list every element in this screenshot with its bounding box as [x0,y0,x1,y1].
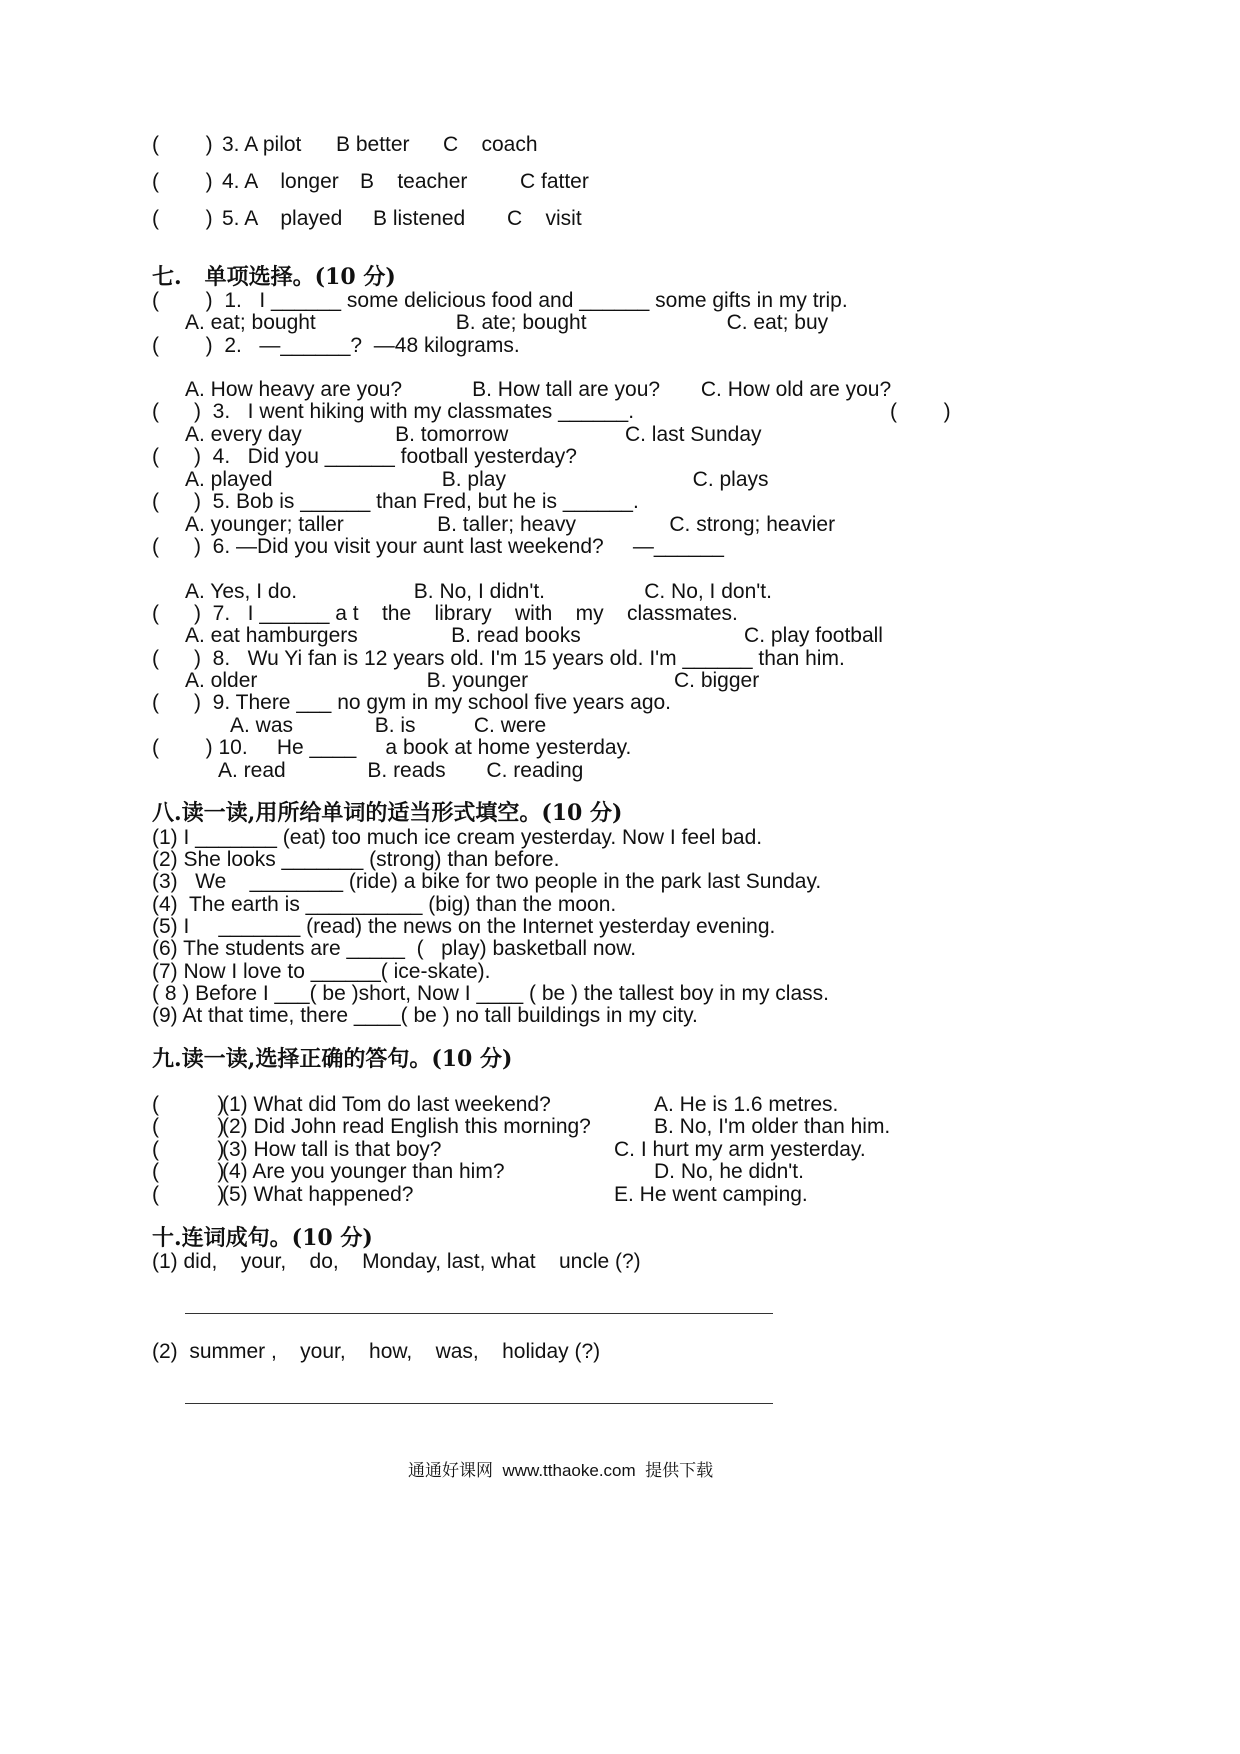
s7-q3-options: A. every day B. tomorrow C. last Sunday [185,423,762,446]
section-9-heading: 九.读一读,选择正确的答句。(10 分) [152,1046,513,1072]
s9-answer-a: A. He is 1.6 metres. [654,1093,839,1116]
item-4-option-a: 4. A longer [222,170,339,193]
item-4-option-c: C fatter [520,170,589,193]
s8-line-1: (1) I _______ (eat) too much ice cream yesterday. Now I feel bad. [152,826,763,849]
s9-question-2: (2) Did John read English this morning? [222,1115,591,1138]
s7-q7-options: A. eat hamburgers B. read books C. play football [185,624,883,647]
s7-q6-options: A. Yes, I do. B. No, I didn't. C. No, I don't. [185,580,772,603]
item-5-option-b: B listened [373,207,466,230]
s8-line-5: (5) I _______ (read) the news on the Internet yesterday evening. [152,915,776,938]
s8-line-9: (9) At that time, there ____( be ) no tall buildings in my city. [152,1004,698,1027]
item-3-option-a: 3. A pilot [222,133,302,156]
s7-q2: ( ) 2. —______? —48 kilograms. [152,334,520,357]
s7-q4-options: A. played B. play C. plays [185,468,769,491]
s7-q4: ( ) 4. Did you ______ football yesterday? [152,445,577,468]
s7-q6: ( ) 6. —Did you visit your aunt last weekend? —______ [152,535,724,558]
item-3-paren: ( ) [152,133,213,156]
s9-paren-2: ( ) [152,1115,225,1138]
s8-line-2: (2) She looks _______ (strong) than before. [152,848,560,871]
s9-answer-b: B. No, I'm older than him. [654,1115,891,1138]
s8-line-7: (7) Now I love to ______( ice-skate). [152,960,491,983]
s9-question-5: (5) What happened? [222,1183,414,1206]
s7-q3: ( ) 3. I went hiking with my classmates ______. [152,400,635,423]
s9-question-1: (1) What did Tom do last weekend? [222,1093,551,1116]
section-8-heading: 八.读一读,用所给单词的适当形式填空。(10 分) [152,800,623,826]
s10-question-2: (2) summer , your, how, was, holiday (?) [152,1340,601,1363]
s7-q8: ( ) 8. Wu Yi fan is 12 years old. I'm 15 years old. I'm ______ than him. [152,647,845,670]
s8-line-3: (3) We ________ (ride) a bike for two people in the park last Sunday. [152,870,822,893]
s7-q9-options: A. was B. is C. were [230,714,547,737]
s9-question-3: (3) How tall is that boy? [222,1138,442,1161]
s7-q2-options: A. How heavy are you? B. How tall are you? C. How old are you? [185,378,892,401]
s9-paren-3: ( ) [152,1138,225,1161]
s7-q9: ( ) 9. There ___ no gym in my school five years ago. [152,691,672,714]
s7-q10: ( ) 10. He ____ a book at home yesterday. [152,736,632,759]
s9-answer-c: C. I hurt my arm yesterday. [614,1138,866,1161]
s8-line-8: ( 8 ) Before I ___( be )short, Now I ____ ( be ) the tallest boy in my class. [152,982,829,1005]
item-5-paren: ( ) [152,207,213,230]
item-3-option-c: C coach [443,133,538,156]
s9-answer-d: D. No, he didn't. [654,1160,804,1183]
s9-answer-e: E. He went camping. [614,1183,808,1206]
s7-q7: ( ) 7. I ______ a t the library with my classmates. [152,602,738,625]
s8-line-6: (6) The students are _____ ( play) basketball now. [152,937,637,960]
s8-line-4: (4) The earth is __________ (big) than the moon. [152,893,617,916]
s7-q8-options: A. older B. younger C. bigger [185,669,760,692]
s9-paren-1: ( ) [152,1093,225,1116]
section-7-heading: 七. 单项选择。(10 分) [152,264,396,290]
item-5-option-a: 5. A played [222,207,343,230]
s7-q10-options: A. read B. reads C. reading [218,759,584,782]
item-5-option-c: C visit [507,207,582,230]
page-footer: 通通好课网 www.tthaoke.com 提供下载 [408,1461,714,1480]
s7-q5-options: A. younger; taller B. taller; heavy C. strong; heavier [185,513,836,536]
s9-paren-5: ( ) [152,1183,225,1206]
s7-q5: ( ) 5. Bob is ______ than Fred, but he is ______. [152,490,639,513]
s7-q1: ( ) 1. I ______ some delicious food and ______ some gifts in my trip. [152,289,848,312]
s10-answer-line-1 [185,1313,773,1314]
section-10-heading: 十.连词成句。(10 分) [152,1225,373,1251]
s10-question-1: (1) did, your, do, Monday, last, what uncle (?) [152,1250,641,1273]
item-4-paren: ( ) [152,170,213,193]
s7-q1-options: A. eat; bought B. ate; bought C. eat; buy [185,311,829,334]
s10-answer-line-2 [185,1403,773,1404]
item-3-option-b: B better [336,133,410,156]
item-4-option-b: B teacher [360,170,468,193]
s7-stray-paren: ( ) [890,400,951,423]
s9-paren-4: ( ) [152,1160,225,1183]
s9-question-4: (4) Are you younger than him? [222,1160,505,1183]
